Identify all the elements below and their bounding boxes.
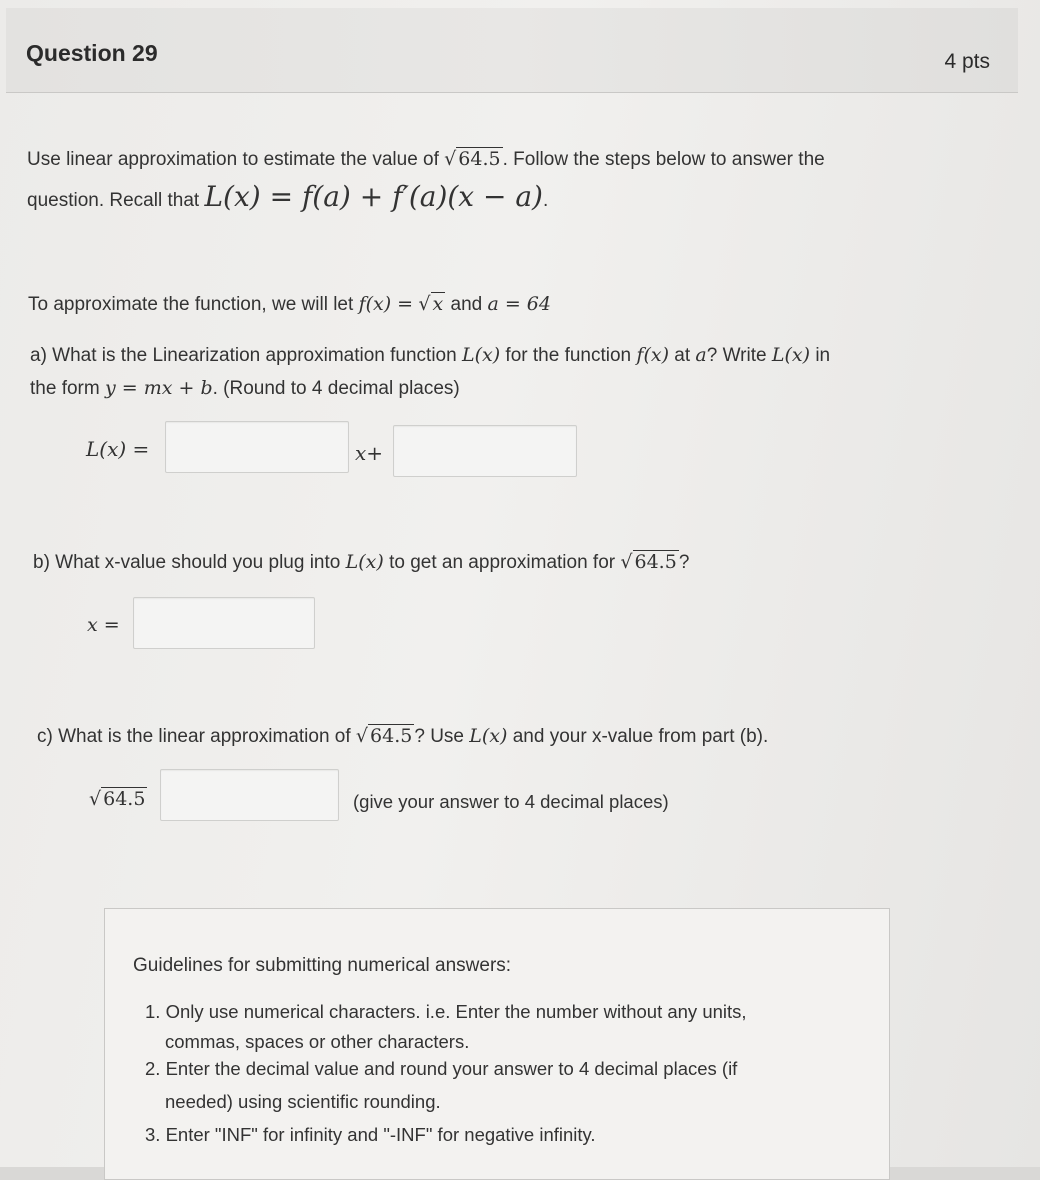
intro-line-1	[27, 148, 825, 171]
a-value: a = 64	[487, 293, 551, 315]
radicand: 64.5	[458, 148, 501, 170]
x-value-input[interactable]	[133, 597, 315, 649]
and-text: and	[450, 294, 483, 315]
approximation-input[interactable]	[160, 769, 339, 821]
a-symbol: a	[695, 344, 707, 366]
Lx-symbol-b: L(x)	[345, 551, 384, 573]
part-b-text-2: to get an approximation for	[389, 552, 616, 573]
Lx-answer-label: L(x) =	[86, 437, 150, 461]
guideline-1a: 1. Only use numerical characters. i.e. Enter the number without any units,	[145, 1001, 747, 1022]
intro-text-after: . Follow the steps below to answer the	[502, 149, 825, 170]
radicand-b: 64.5	[634, 551, 677, 573]
sqrt-expression-c: √ 64.5	[355, 725, 413, 747]
x-plus-label: x+	[355, 441, 384, 465]
sqrt-expression-label: √ 64.5	[89, 788, 146, 810]
guideline-1b: commas, spaces or other characters.	[165, 1031, 470, 1052]
question-points: 4 pts	[944, 50, 990, 73]
intro-line-2	[27, 180, 548, 213]
fx-symbol: f(x)	[636, 344, 669, 366]
form-text: the form	[30, 378, 100, 399]
question-title: Question 29	[26, 40, 158, 66]
part-a-mid: for the function	[505, 345, 632, 366]
question-header	[6, 8, 1018, 93]
Lx-symbol-c: L(x)	[469, 725, 508, 747]
guideline-2a: 2. Enter the decimal value and round your answer to 4 decimal places (if	[145, 1058, 738, 1079]
guideline-2b: needed) using scientific rounding.	[165, 1091, 441, 1112]
ymxb-expression: y = mx + b	[104, 377, 213, 399]
guidelines-box	[104, 908, 890, 1180]
Lx-symbol-2: L(x)	[771, 344, 811, 366]
part-a-line-1	[30, 344, 830, 367]
formula-period: .	[542, 190, 549, 211]
part-c-text-2: ? Use	[414, 726, 464, 747]
part-b-text: b) What x-value should you plug into	[33, 552, 341, 573]
part-b-line	[33, 551, 689, 574]
question-mark: ?	[678, 552, 690, 573]
x-radicand: x	[432, 293, 444, 315]
recall-text: question. Recall that	[27, 190, 200, 211]
sqrt-answer-label	[89, 788, 147, 811]
round-instruction: . (Round to 4 decimal places)	[212, 378, 460, 399]
sqrt-x: √ x	[418, 293, 444, 315]
setup-text: To approximate the function, we will let	[28, 294, 354, 315]
at-text: at	[674, 345, 691, 366]
part-c-text: c) What is the linear approximation of	[37, 726, 351, 747]
slope-input[interactable]	[165, 421, 349, 473]
part-c-text-3: and your x-value from part (b).	[512, 726, 769, 747]
intro-text: Use linear approximation to estimate the value of	[27, 149, 439, 170]
guidelines-title: Guidelines for submitting numerical answers:	[133, 955, 512, 976]
Lx-symbol: L(x)	[461, 344, 501, 366]
write-text: ? Write	[706, 345, 767, 366]
decimal-note: (give your answer to 4 decimal places)	[353, 791, 669, 812]
radicand-label: 64.5	[103, 788, 146, 810]
part-c-line	[37, 725, 768, 748]
sqrt-expression: √ 64.5	[444, 148, 501, 170]
sqrt-expression-b: √ 64.5	[620, 551, 677, 573]
intercept-input[interactable]	[393, 425, 577, 477]
in-text: in	[815, 345, 831, 366]
part-a-line-2	[30, 377, 460, 400]
x-answer-label: x =	[87, 614, 120, 636]
fx-label: f(x) =	[358, 293, 414, 315]
guideline-3: 3. Enter "INF" for infinity and "-INF" for negative infinity.	[145, 1124, 596, 1145]
setup-line	[28, 293, 551, 316]
part-a-text: a) What is the Linearization approximation function	[30, 345, 457, 366]
radicand-c: 64.5	[370, 725, 413, 747]
linearization-formula: L(x) = f(a) + f′(a)(x − a)	[204, 180, 543, 213]
